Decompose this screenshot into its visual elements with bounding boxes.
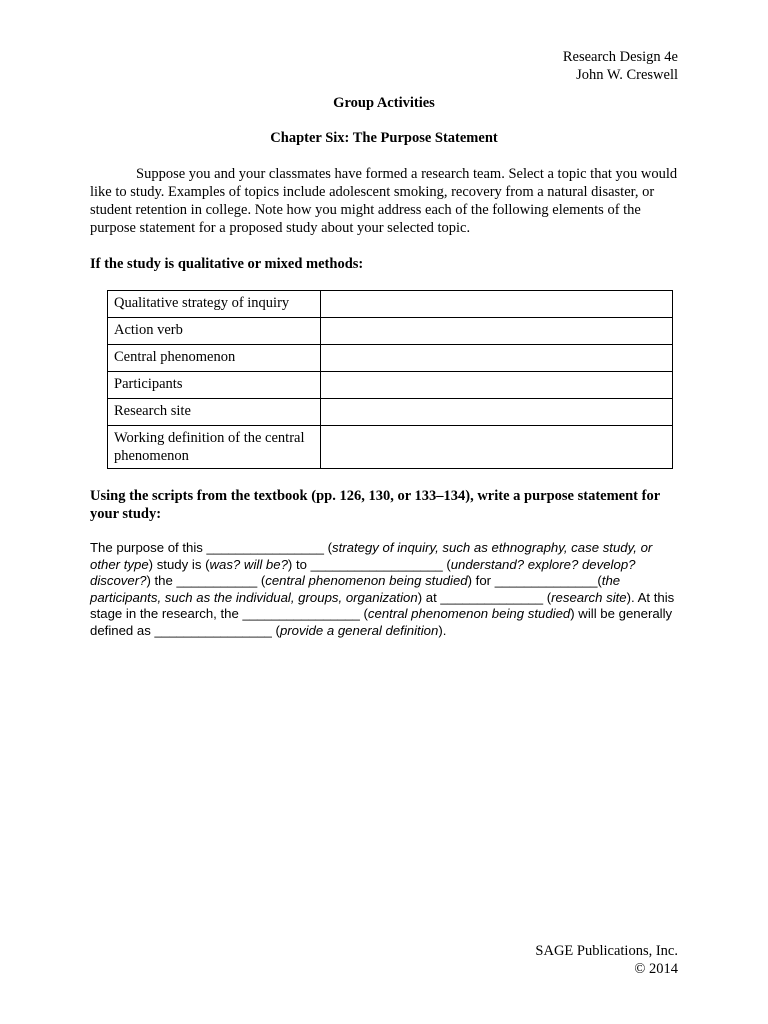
- table-row: [108, 318, 673, 345]
- purpose-hint: central phenomenon being studied: [265, 573, 468, 589]
- purpose-text: ) study is (: [148, 556, 210, 572]
- table-row: [108, 345, 673, 372]
- table-row: [108, 291, 673, 318]
- purpose-hint: was? will be?: [209, 556, 288, 572]
- table-row: [108, 372, 673, 399]
- row-label: Action verb: [108, 318, 321, 345]
- purpose-hint: research site: [551, 589, 627, 605]
- purpose-hint: strategy of inquiry, such as ethnography, case study, or other type: [90, 540, 653, 572]
- purpose-text: ).: [438, 622, 447, 638]
- row-label: Working definition of the central phenomenon: [108, 426, 321, 469]
- elements-table: [107, 290, 673, 469]
- table-row: [108, 399, 673, 426]
- purpose-hint: the participants, such as the individual, groups, organization: [90, 573, 621, 605]
- publisher-name: SAGE Publications, Inc.: [535, 943, 678, 959]
- chapter-title: Chapter Six: The Purpose Statement: [270, 130, 498, 146]
- row-answer-cell[interactable]: [321, 345, 673, 372]
- intro-text: Suppose you and your classmates have formed a research team. Select a topic that you would like to study. Examples of topics include adolescent smoking, recovery from a natural disaster, or student retention in college. Note how you might address each of the following elements of the purpose statement for a proposed study about your selected topic.: [90, 166, 678, 236]
- row-label: Central phenomenon: [108, 345, 321, 372]
- purpose-text: The purpose of this ________________ (: [90, 540, 332, 555]
- row-answer-cell[interactable]: [321, 372, 673, 399]
- purpose-hint: understand? explore? develop? discover?: [90, 556, 636, 589]
- page-header: [563, 48, 678, 84]
- scripts-heading: Using the scripts from the textbook (pp. 126, 130, or 133–134), write a purpose statement for your study:: [90, 488, 660, 522]
- purpose-hint: provide a general definition: [279, 622, 439, 638]
- purpose-paragraph: [90, 540, 680, 640]
- qualitative-heading: If the study is qualitative or mixed methods:: [90, 256, 364, 272]
- copyright-notice: © 2014: [634, 961, 678, 977]
- table-row: [108, 426, 673, 469]
- row-label: Qualitative strategy of inquiry: [108, 291, 321, 318]
- row-answer-cell[interactable]: [321, 426, 673, 469]
- purpose-text: ) will be generally defined as ________________ (: [90, 606, 673, 638]
- purpose-text: ) at ______________ (: [417, 589, 552, 605]
- intro-paragraph: [90, 165, 678, 237]
- page-title: Group Activities: [333, 95, 435, 111]
- purpose-statement-template: [90, 540, 680, 640]
- row-label: Research site: [108, 399, 321, 426]
- purpose-hint: central phenomenon being studied: [367, 606, 571, 622]
- book-title: Research Design 4e: [562, 49, 678, 65]
- purpose-text: ). At this stage in the research, the ________________ (: [90, 589, 675, 622]
- purpose-text: ) for ______________(: [467, 573, 602, 589]
- row-answer-cell[interactable]: [321, 318, 673, 345]
- purpose-text: ) to __________________ (: [287, 556, 451, 572]
- row-answer-cell[interactable]: [321, 399, 673, 426]
- author-name: John W. Creswell: [576, 67, 678, 83]
- row-label: Participants: [108, 372, 321, 399]
- page-footer: [535, 942, 678, 978]
- row-answer-cell[interactable]: [321, 291, 673, 318]
- purpose-text: ) the ___________ (: [146, 573, 266, 589]
